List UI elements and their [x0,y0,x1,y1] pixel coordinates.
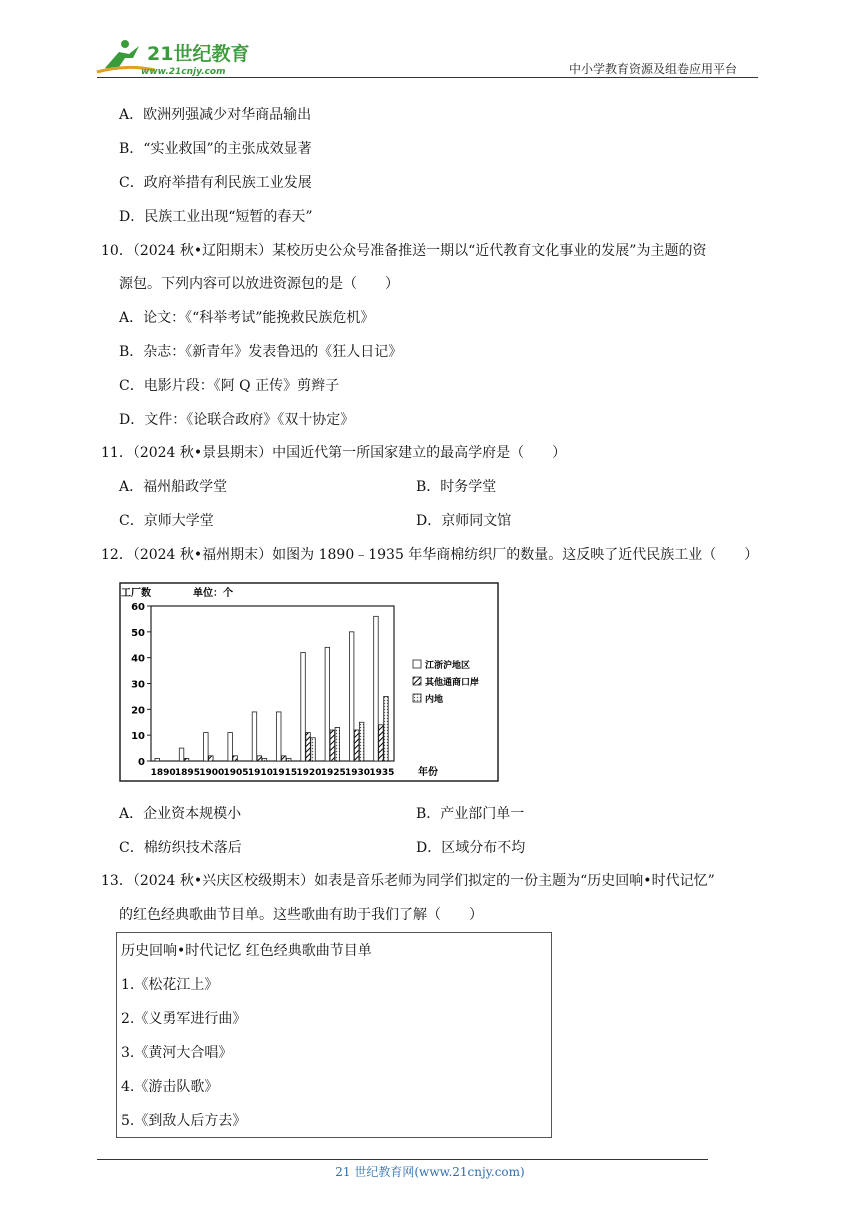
x-tick-label: 1920 [296,768,322,778]
q12-option-b: B．产业部门单一 [416,806,525,822]
q12-stem: 12．（2024 秋•福州期末）如图为 1890﹣1935 年华商棉纺织厂的数量。这反映了近代民族工业（ ） [101,547,759,563]
q11-option-c: C．京师大学堂 [119,513,214,529]
platform-name: 中小学教育资源及组卷应用平台 [569,62,738,76]
logo-text: 21世纪教育 [147,43,250,65]
x-tick-label: 1905 [223,768,249,778]
bar-1 [301,653,306,762]
q10-option-b: B．杂志：《新青年》发表鲁迅的《狂人日记》 [119,344,403,360]
q12-option-a: A．企业资本规模小 [119,806,242,822]
song-list-table [116,932,552,1138]
q12-option-d: D．区域分布不均 [416,840,526,856]
x-tick-label: 1895 [174,768,200,778]
bar-1 [179,748,184,761]
x-tick-label: 1935 [369,768,395,778]
x-tick-label: 1925 [320,768,346,778]
bar-1 [204,733,209,761]
y-tick-label: 40 [131,653,145,665]
q11-option-b: B．时务学堂 [416,479,497,495]
x-tick-label: 1915 [272,768,298,778]
q9-option-d: D．民族工业出现“短暂的春天” [119,209,313,225]
song-item: 3.《黄河大合唱》 [121,1045,233,1061]
factory-count-chart [119,582,499,782]
bar-1 [155,758,160,761]
x-tick-label: 1900 [199,768,225,778]
bar-chart-svg [119,582,499,782]
q10-stem-line2: 源包。下列内容可以放进资源包的是（ ） [119,276,399,292]
bar-1 [325,647,330,761]
bar-3 [384,696,389,761]
header-divider [97,77,758,78]
bar-1 [374,616,379,761]
song-list-title: 历史回响•时代记忆 红色经典歌曲节目单 [121,943,372,959]
q13-stem-line1: 13．（2024 秋•兴庆区校级期末）如表是音乐老师为同学们拟定的一份主题为“历史回响•时代记忆” [101,873,715,889]
song-item: 4.《游击队歌》 [121,1079,219,1095]
legend-swatch [413,694,421,702]
bar-2 [233,756,238,761]
y-tick-label: 60 [131,602,145,613]
bar-2 [184,758,189,761]
bar-2 [209,756,214,761]
q10-option-a: A．论文：《“科举考试”能挽救民族危机》 [119,310,375,326]
legend-label: 其他通商口岸 [425,678,480,688]
y-tick-label: 30 [131,679,145,691]
song-item: 1.《松花江上》 [121,977,219,993]
song-item: 2.《义勇军进行曲》 [121,1011,247,1027]
x-tick-label: 1910 [247,768,273,778]
q13-stem-line2: 的红色经典歌曲节目单。这些歌曲有助于我们了解（ ） [119,907,483,923]
bar-2 [330,730,335,761]
bar-2 [306,733,311,761]
legend-swatch [413,677,421,685]
bar-3 [359,722,364,761]
x-axis-label: 年份 [418,767,438,778]
y-axis-label: 工厂数 [121,588,151,599]
footer-divider [97,1159,708,1160]
x-tick-label: 1930 [345,768,371,778]
q11-stem: 11．（2024 秋•景县期末）中国近代第一所国家建立的最高学府是（ ） [101,445,567,461]
q9-option-b: B．“实业救国”的主张成效显著 [119,141,312,157]
q10-option-d: D．文件：《论联合政府》《双十协定》 [119,412,355,428]
bar-3 [311,738,316,761]
q9-option-c: C．政府举措有利民族工业发展 [119,175,312,191]
site-logo [95,38,265,78]
bar-3 [335,727,340,761]
bar-1 [349,632,354,761]
song-item: 5.《到敌人后方去》 [121,1113,247,1129]
legend-swatch [413,660,421,668]
q11-option-a: A．福州船政学堂 [119,479,228,495]
y-tick-label: 0 [138,757,145,768]
y-tick-label: 10 [131,731,145,743]
bar-2 [379,725,384,761]
bar-2 [282,756,287,761]
legend-label: 江浙沪地区 [425,661,471,671]
bar-1 [252,712,257,761]
bar-3 [287,758,292,761]
q12-option-c: C．棉纺织技术落后 [119,840,242,856]
legend-label: 内地 [425,695,444,705]
bar-3 [262,758,267,761]
y-tick-label: 50 [131,627,145,639]
logo-url: www.21cnjy.com [141,67,226,77]
q11-option-d: D．京师同文馆 [416,513,512,529]
q10-stem-line1: 10．（2024 秋•辽阳期末）某校历史公众号准备推送一期以“近代教育文化事业的发展”为主题的资 [101,243,707,259]
q10-option-c: C．电影片段：《阿 Q 正传》剪辫子 [119,378,340,394]
footer-text: 21 世纪教育网(www.21cnjy.com) [335,1165,525,1179]
q9-option-a: A．欧洲列强减少对华商品输出 [119,107,312,123]
bar-1 [277,712,282,761]
bar-1 [228,733,233,761]
x-tick-label: 1890 [150,768,176,778]
y-tick-label: 20 [131,705,145,717]
bar-2 [257,756,262,761]
bar-2 [354,730,359,761]
runner-logo-icon [95,38,265,78]
unit-label: 单位：个 [193,588,233,599]
